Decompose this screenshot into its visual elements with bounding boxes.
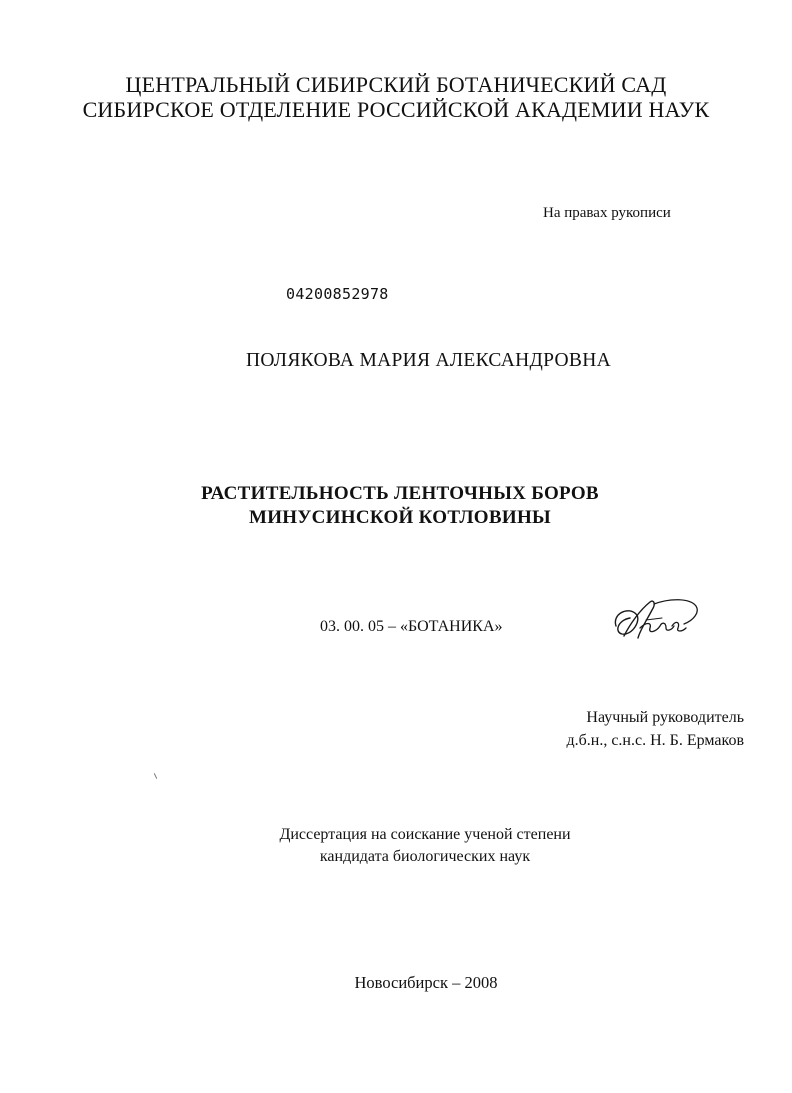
supervisor-label: Научный руководитель	[586, 709, 744, 726]
specialty-code: 03. 00. 05 – «БОТАНИКА»	[320, 618, 503, 635]
scan-speck	[154, 773, 157, 779]
rights-note: На правах рукописи	[543, 205, 671, 221]
degree-line-2: кандидата биологических наук	[319, 848, 531, 865]
thesis-title-line-1: РАСТИТЕЛЬНОСТЬ ЛЕНТОЧНЫХ БОРОВ	[201, 483, 599, 504]
supervisor-name: д.б.н., с.н.с. Н. Б. Ермаков	[566, 732, 744, 749]
institution-line-1: ЦЕНТРАЛЬНЫЙ СИБИРСКИЙ БОТАНИЧЕСКИЙ САД	[125, 72, 667, 97]
institution-line-2: СИБИРСКОЕ ОТДЕЛЕНИЕ РОССИЙСКОЙ АКАДЕМИИ НАУК	[82, 97, 710, 122]
city-year: Новосибирск – 2008	[354, 973, 498, 992]
thesis-title-line-2: МИНУСИНСКОЙ КОТЛОВИНЫ	[249, 507, 551, 528]
author-name: ПОЛЯКОВА МАРИЯ АЛЕКСАНДРОВНА	[246, 350, 611, 371]
handwritten-signature	[610, 596, 702, 644]
degree-line-1: Диссертация на соискание ученой степени	[279, 826, 571, 843]
registration-code: 04200852978	[286, 285, 389, 303]
